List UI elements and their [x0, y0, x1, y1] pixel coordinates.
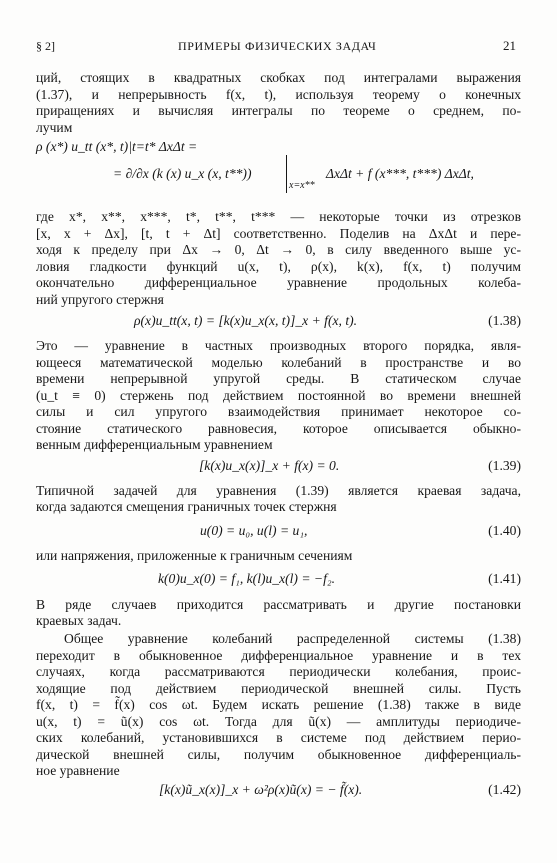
text-line: приращениях и вычисляя интегралы по теореме о среднем, по- [36, 103, 521, 118]
text-line: ний упругого стержня [36, 292, 164, 307]
equation-1-38: ρ(x)u_tt(x, t) = [k(x)u_x(x, t)]_x + f(x, t). [134, 313, 358, 328]
text-line: ющееся математической моделью колебаний в пространстве и во [36, 355, 521, 370]
text-line: ских колебаний, установившихся в системе под действием перио- [36, 730, 521, 745]
text-line: где x*, x**, x***, t*, t**, t*** — некоторые точки из отрезков [36, 209, 521, 224]
text-line: f(x, t) = f̃(x) cos ωt. Будем искать решение (1.38) также в виде [36, 697, 521, 712]
text-line: Общее уравнение колебаний распределенной системы (1.38) [64, 631, 521, 646]
text-line: силы и сил упругого взаимодействия принимает некоторое со- [36, 404, 521, 419]
text-line: лучим [36, 120, 73, 135]
text-line: ловия гладкости функций u(x, t), ρ(x), k(x), f(x, t) получим [36, 259, 521, 274]
text-line: или напряжения, приложенные к граничным сечениям [36, 548, 353, 563]
text-line: ходя к пределу при Δx → 0, Δt → 0, в силу введенного выше ус- [36, 242, 521, 257]
text-line: Это — уравнение в частных производных второго порядка, явля- [36, 338, 521, 353]
equation-number: (1.39) [488, 458, 521, 473]
text-line: Типичной задачей для уравнения (1.39) является краевая задача, [36, 483, 521, 498]
equation-number: (1.38) [488, 313, 521, 328]
text-line: В ряде случаев приходится рассматривать и другие постановки [36, 597, 521, 612]
equation-1-40: u(0) = u₀, u(l) = u₁, [200, 523, 308, 538]
evaluation-bar [286, 155, 287, 193]
formula-a-line2-left: = ∂/∂x (k (x) u_x (x, t**)) [113, 166, 252, 181]
text-line: стояние статического равновесия, которое описывается обыкно- [36, 421, 521, 436]
running-title: ПРИМЕРЫ ФИЗИЧЕСКИХ ЗАДАЧ [178, 39, 377, 53]
text-line: случаях, когда рассматриваются периодически колебания, проис- [36, 664, 521, 679]
formula-a-line1: ρ (x*) u_tt (x*, t)|t=t* ΔxΔt = [36, 139, 198, 154]
formula-a-subscript: x=x** [289, 180, 315, 191]
text-line: краевых задач. [36, 613, 122, 628]
equation-number: (1.40) [488, 523, 521, 538]
text-line: венным дифференциальным уравнением [36, 437, 273, 452]
equation-number: (1.42) [488, 782, 521, 797]
text-line: переходит в обыкновенное дифференциальное уравнение и в тех [36, 648, 521, 663]
equation-1-39: [k(x)u_x(x)]_x + f(x) = 0. [199, 458, 340, 473]
page-number: 21 [503, 38, 516, 53]
formula-a-line2-right: ΔxΔt + f (x***, t***) ΔxΔt, [326, 166, 474, 181]
text-line: u(x, t) = ũ(x) cos ωt. Тогда для ũ(x) — амплитуды периодиче- [36, 714, 521, 729]
text-line: [x, x + Δx], [t, t + Δt] соответственно. Поделив на ΔxΔt и пере- [36, 226, 521, 241]
text-line: (1.37), и непрерывность f(x, t), используя теорему о конечных [36, 87, 521, 102]
equation-1-41: k(0)u_x(0) = f₁, k(l)u_x(l) = −f₂. [158, 571, 335, 586]
text-line: когда задаются смещения граничных точек стержня [36, 499, 337, 514]
section-marker: § 2] [36, 39, 55, 53]
text-line: (u_t ≡ 0) стержень под действием постоянной во времени внешней [36, 388, 521, 403]
text-line: дической внешней силы, получим обыкновенное дифференциаль- [36, 747, 521, 762]
text-line: окончательно дифференциальное уравнение продольных колеба- [36, 275, 521, 290]
text-line: времени непрерывной упругой среды. В статическом случае [36, 371, 521, 386]
equation-number: (1.41) [488, 571, 521, 586]
equation-1-42: [k(x)ũ_x(x)]_x + ω²ρ(x)ũ(x) = − f̃(x). [159, 782, 363, 797]
text-line: ное уравнение [36, 763, 120, 778]
text-line: ходящие под действием периодической внешней силы. Пусть [36, 681, 521, 696]
text-line: ций, стоящих в квадратных скобках под интегралами выражения [36, 70, 521, 85]
